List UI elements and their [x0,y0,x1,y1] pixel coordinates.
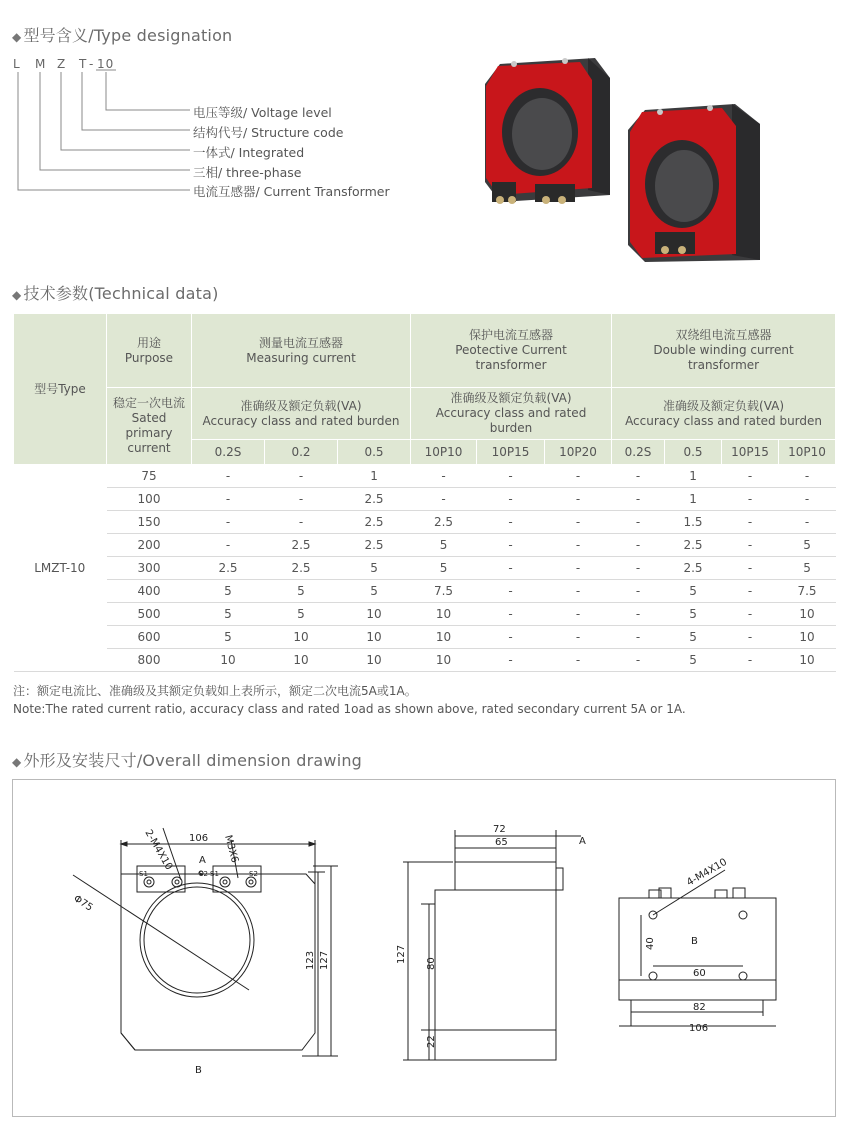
burden-cell: - [545,557,612,580]
burden-cell: - [477,603,545,626]
burden-cell: 2.5 [665,557,722,580]
designation-three-phase: 三相/ three-phase [193,165,302,180]
burden-cell: 10 [265,649,338,672]
burden-cell: - [722,626,779,649]
burden-cell: 5 [192,603,265,626]
code-letter-m: M [35,57,47,71]
burden-cell: - [612,580,665,603]
burden-cell: - [411,465,477,488]
burden-cell: 10 [338,649,411,672]
designation-integrated: 一体式/ Integrated [193,145,305,160]
front-screw-note: M3X6 [222,833,241,865]
side-height-total: 127 [396,944,407,964]
class-header: 10P15 [722,440,779,465]
bottom-width-outer: 106 [689,1023,709,1034]
side-height-base: 22 [426,1035,437,1048]
burden-cell: 2.5 [338,534,411,557]
burden-cell: 1.5 [665,511,722,534]
burden-cell: - [545,626,612,649]
section-title-tech: ◆ 技术参数(Technical data) [12,284,219,303]
burden-cell: - [612,488,665,511]
burden-cell: - [612,626,665,649]
burden-cell: 5 [665,626,722,649]
burden-cell: - [265,511,338,534]
table-row [14,603,836,626]
model-cell: LMZT-10 [14,465,107,672]
burden-cell: - [612,557,665,580]
front-diameter: Φ75 [71,893,95,914]
burden-cell: 10 [192,649,265,672]
burden-cell: 2.5 [338,511,411,534]
burden-cell: - [545,465,612,488]
current-cell: 200 [107,534,192,557]
note-english: Note:The rated current ratio, accuracy class and rated 1oad as shown above, rated secondary current 5A or 1A. [13,702,686,716]
designation-structure-code: 结构代号/ Structure code [193,125,344,140]
note-chinese: 注：额定电流比、准确级及其额定负载如上表所示，额定二次电流5A或1A。 [13,684,417,698]
burden-cell: - [545,603,612,626]
burden-cell: - [477,534,545,557]
dimension-drawing [13,780,835,1116]
burden-cell: 7.5 [411,580,477,603]
bottom-holes-note: 4-M4X10 [685,856,730,889]
burden-cell: - [722,603,779,626]
side-label-a: A [579,836,586,847]
burden-cell: - [612,534,665,557]
diamond-bullet-icon: ◆ [12,288,22,302]
burden-cell: - [722,557,779,580]
header-accuracy-measuring: 准确级及额定负载(VA) Accuracy class and rated burden [192,388,411,440]
designation-current-transformer: 电流互感器/ Current Transformer [193,184,390,199]
burden-cell: 1 [338,465,411,488]
table-row [14,649,836,672]
bore-circle [140,883,254,997]
front-s1: S1 [139,870,148,878]
class-header: 10P10 [779,440,836,465]
burden-cell: - [477,649,545,672]
current-cell: 800 [107,649,192,672]
burden-cell: 1 [665,488,722,511]
transformer-unit-front [628,104,760,262]
burden-cell: - [477,488,545,511]
header-sated-current: 稳定一次电流 Sated primary current [107,388,192,465]
burden-cell: - [612,465,665,488]
burden-cell: 7.5 [779,580,836,603]
burden-cell: 5 [779,534,836,557]
burden-cell: 5 [665,580,722,603]
table-row [14,580,836,603]
side-height-mid: 80 [426,957,437,970]
burden-cell: - [477,465,545,488]
burden-cell: - [779,511,836,534]
burden-cell: - [612,511,665,534]
burden-cell: 5 [192,580,265,603]
burden-cell: 10 [265,626,338,649]
burden-cell: - [722,465,779,488]
bottom-v-spacing: 40 [645,937,656,950]
burden-cell: - [545,534,612,557]
bottom-h-spacing: 60 [693,968,706,979]
table-row [14,557,836,580]
header-accuracy-double: 准确级及额定负载(VA) Accuracy class and rated burden [612,388,836,440]
front-s2: S2 [199,870,208,878]
burden-cell: - [722,649,779,672]
burden-cell: - [779,488,836,511]
burden-cell: - [545,649,612,672]
burden-cell: 2.5 [265,557,338,580]
code-letter-l: L [13,57,21,71]
class-header: 0.2S [192,440,265,465]
transformer-unit-back [485,58,610,204]
front-s1b: S1 [210,870,219,878]
burden-cell: - [545,580,612,603]
burden-cell: - [265,465,338,488]
current-cell: 600 [107,626,192,649]
burden-cell: 2.5 [338,488,411,511]
current-cell: 400 [107,580,192,603]
side-inner-width: 65 [495,837,508,848]
burden-cell: 5 [411,557,477,580]
burden-cell: - [192,488,265,511]
burden-cell: 5 [411,534,477,557]
code-letter-z: Z [57,57,67,71]
class-header: 10P15 [477,440,545,465]
table-row [14,488,836,511]
burden-cell: - [612,649,665,672]
current-cell: 75 [107,465,192,488]
section-title-type: ◆ 型号含义/Type designation [12,26,233,45]
class-header: 0.2S [612,440,665,465]
burden-cell: - [477,557,545,580]
bottom-label-b: B [691,936,698,947]
table-row [14,534,836,557]
front-height-inner: 123 [305,950,316,970]
burden-cell: - [192,465,265,488]
front-s2b: S2 [249,870,258,878]
burden-cell: 2.5 [192,557,265,580]
burden-cell: 5 [665,603,722,626]
current-cell: 100 [107,488,192,511]
burden-cell: 10 [338,603,411,626]
burden-cell: 10 [411,626,477,649]
burden-cell: 10 [338,626,411,649]
front-width: 106 [189,833,209,844]
burden-cell: 5 [192,626,265,649]
class-header: 10P10 [411,440,477,465]
burden-cell: 5 [338,557,411,580]
code-voltage: 10 [97,57,115,71]
current-cell: 500 [107,603,192,626]
header-protective: 保护电流互感器 Peotective Current transformer [411,314,612,388]
diamond-bullet-icon: ◆ [12,30,22,44]
side-top-width: 72 [493,824,506,835]
class-header: 0.5 [338,440,411,465]
burden-cell: 5 [779,557,836,580]
front-label-a: A [199,855,206,866]
class-header: 0.5 [665,440,722,465]
burden-cell: 2.5 [265,534,338,557]
burden-cell: 10 [411,603,477,626]
section-title-drawing: ◆ 外形及安装尺寸/Overall dimension drawing [12,751,363,770]
burden-cell: - [192,511,265,534]
current-cell: 300 [107,557,192,580]
side-body [435,890,556,1060]
burden-cell: - [722,534,779,557]
burden-cell: 1 [665,465,722,488]
class-header: 0.2 [265,440,338,465]
header-double-winding: 双绕组电流互感器 Double winding current transformer [612,314,836,388]
burden-cell: - [192,534,265,557]
bottom-width-inner: 82 [693,1002,706,1013]
burden-cell: - [265,488,338,511]
table-row [14,511,836,534]
burden-cell: 5 [665,649,722,672]
table-row [14,465,836,488]
code-dash: - [89,57,95,71]
designation-voltage-level: 电压等级/ Voltage level [193,105,332,120]
burden-cell: 5 [265,603,338,626]
current-cell: 150 [107,511,192,534]
header-measuring: 测量电流互感器 Measuring current [192,314,411,388]
burden-cell: - [411,488,477,511]
burden-cell: - [477,626,545,649]
burden-cell: - [477,511,545,534]
header-accuracy-protective: 准确级及额定负载(VA) Accuracy class and rated burden [411,388,612,440]
burden-cell: - [545,488,612,511]
burden-cell: 2.5 [665,534,722,557]
table-row [14,626,836,649]
front-label-b: B [195,1065,202,1076]
burden-cell: - [779,465,836,488]
burden-cell: 10 [779,649,836,672]
designation-tree-lines [0,0,220,200]
burden-cell: - [722,488,779,511]
dimension-drawing-frame [12,779,836,1117]
header-purpose: 用途 Purpose [107,314,192,388]
burden-cell: 5 [338,580,411,603]
technical-data-table [13,313,836,672]
burden-cell: - [477,580,545,603]
code-letter-t: T [79,57,88,71]
header-type: 型号Type [14,314,107,465]
diamond-bullet-icon: ◆ [12,755,22,769]
burden-cell: 10 [779,626,836,649]
product-photo [470,50,770,265]
burden-cell: - [722,511,779,534]
class-header: 10P20 [545,440,612,465]
burden-cell: - [545,511,612,534]
burden-cell: 5 [265,580,338,603]
front-hole-note: 2-M4X10 [142,828,175,873]
front-height-outer: 127 [319,950,330,970]
burden-cell: 2.5 [411,511,477,534]
burden-cell: - [722,580,779,603]
burden-cell: - [612,603,665,626]
burden-cell: 10 [411,649,477,672]
bottom-body [619,898,776,1000]
front-outline [121,874,315,1050]
burden-cell: 10 [779,603,836,626]
